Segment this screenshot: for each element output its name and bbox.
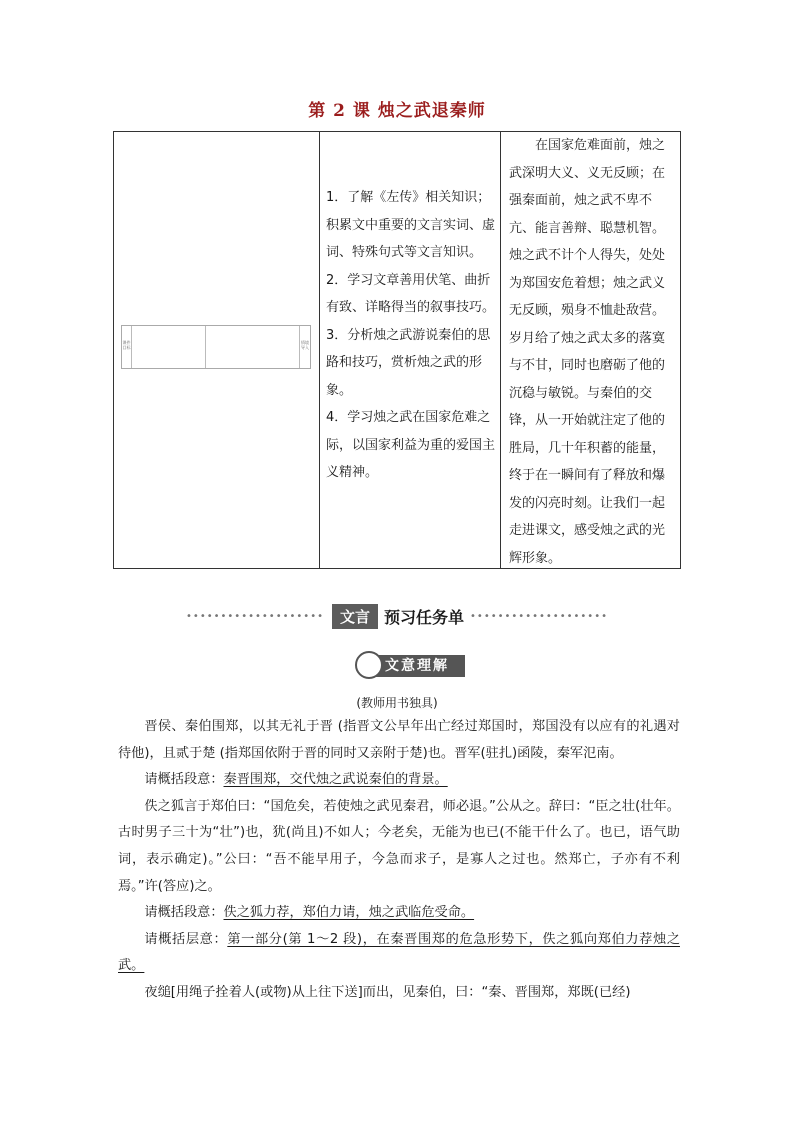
- thumbnail-image: [121, 325, 311, 369]
- thumbnail-column: [132, 326, 206, 368]
- objective-item: 3．分析烛之武游说秦伯的思路和技巧，赏析烛之武的形象。: [326, 327, 491, 398]
- summary-label: 请概括段意：: [144, 772, 224, 788]
- objectives-cell: [320, 132, 501, 568]
- dots-left: ••••••••••••••••••••: [186, 610, 324, 622]
- passage-paragraph: 夜缒[用绳子拴着人(或物)从上往下送]而出，见秦伯，曰：“秦、晋围郑，郑既(已经): [144, 984, 631, 1000]
- subsection-badge: [355, 649, 475, 683]
- thumbnail-column: [206, 326, 300, 368]
- thumbnail-cell: [114, 132, 320, 568]
- summary-line: [118, 900, 680, 927]
- badge-label: 文意理解: [369, 655, 465, 677]
- section-banner: [0, 603, 794, 629]
- summary-line: [118, 767, 680, 794]
- section-tag: 文言: [332, 604, 378, 629]
- badge-circle-icon: [355, 651, 383, 679]
- thumbnail-left-text: 课件目标: [122, 326, 132, 368]
- intro-cell: [501, 132, 680, 568]
- objective-item: 2．学习文章善用伏笔、曲折有致、详略得当的叙事技巧。: [326, 272, 496, 315]
- summary-label: 请概括段意：: [144, 905, 224, 921]
- summary-answer: 第一部分(第 1～2 段)，在秦晋围郑的危急形势下，佚之狐向郑伯力荐烛之武。: [118, 931, 680, 974]
- objective-item: 1．了解《左传》相关知识；积累文中重要的文言实词、虚词、特殊句式等文言知识。: [326, 190, 496, 260]
- passage-paragraph: 佚之狐言于郑伯曰：“国危矣，若使烛之武见秦君，师必退。”公从之。辞曰：“臣之壮(壮年。古时男子三十为“壮”)也，犹(尚且)不如人；今老矣，无能为也已(不能干什么了。也已，语气助词，表示确定)。”公曰：“吾不能早用子，今急而求子，是寡人之过也。然郑亡，子亦有不利焉。”许(答应)之。: [118, 798, 680, 894]
- objective-item: 4．学习烛之武在国家危难之际，以国家利益为重的爱国主义精神。: [326, 410, 496, 480]
- intro-text: 在国家危难面前，烛之武深明大义、义无反顾；在强秦面前，烛之武不卑不亢、能言善辩、聪慧机智。烛之武不计个人得失，处处为郑国安危着想；烛之武义无反顾，殒身不恤赴敌营。岁月给了烛之武太多的落寞与不甘，同时也磨砺了他的沉稳与敏锐。与秦伯的交锋，从一开始就注定了他的胜局，几十年积蓄的能量，终于在一瞬间有了释放和爆发的闪亮时刻。让我们一起走进课文，感受烛之武的光辉形象。: [509, 138, 666, 566]
- summary-answer: 佚之狐力荐，郑伯力请，烛之武临危受命。: [223, 905, 475, 921]
- summary-label: 请概括层意：: [144, 931, 228, 947]
- intro-table: [113, 131, 681, 569]
- thumbnail-right-text: 情境导入: [301, 340, 309, 350]
- summary-answer: 秦晋围郑，交代烛之武说秦伯的背景。: [223, 772, 448, 788]
- dots-right: ••••••••••••••••••••: [470, 610, 608, 622]
- lesson-title: 第 2 课 烛之武退秦师: [308, 101, 486, 121]
- passage-paragraph: 晋侯、秦伯围郑，以其无礼于晋 (指晋文公早年出亡经过郑国时，郑国没有以应有的礼遇对待他)，且贰于楚 (指郑国依附于晋的同时又亲附于楚)也。晋军(驻扎)函陵，秦军氾南。: [118, 719, 680, 761]
- teacher-note: (教师用书独具): [356, 696, 438, 710]
- passage: [118, 714, 680, 1007]
- summary-line: [118, 927, 680, 980]
- section-title: 预习任务单: [384, 607, 465, 627]
